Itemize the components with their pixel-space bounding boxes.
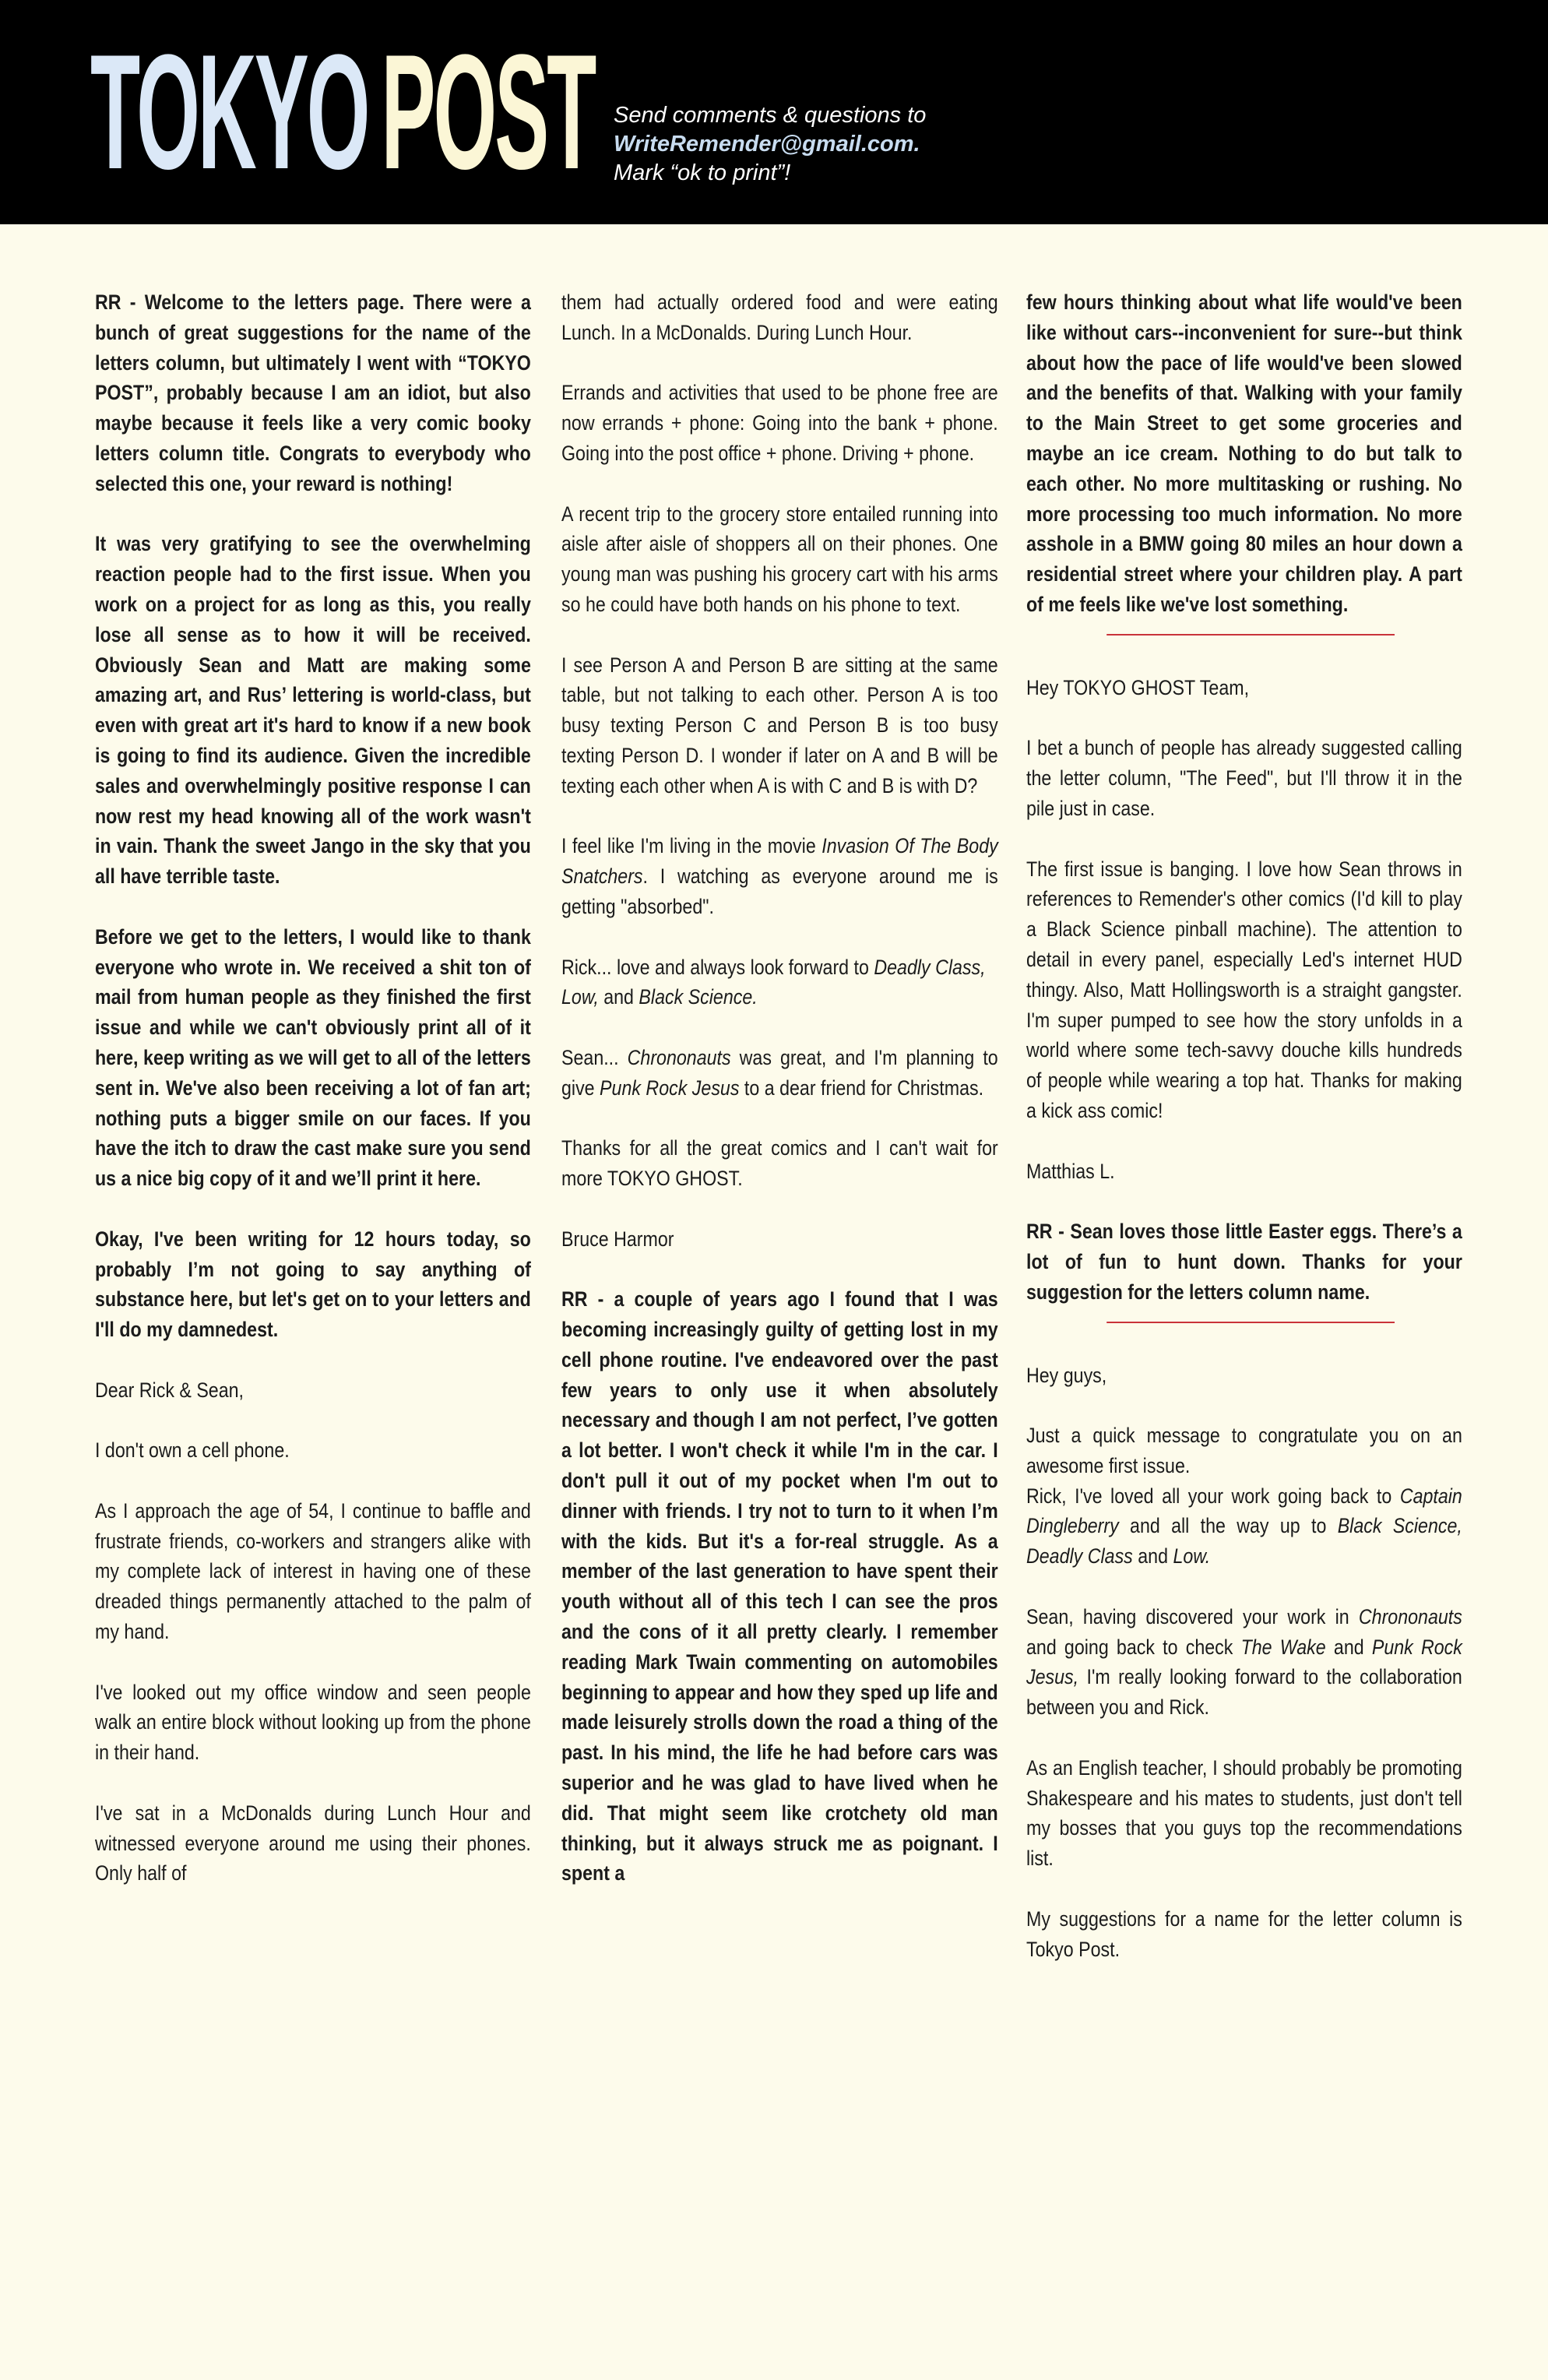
logo-word-post: POST xyxy=(381,20,595,203)
column-logo xyxy=(90,20,595,203)
letter-paragraph xyxy=(561,952,998,1013)
text-run: Sean... xyxy=(561,1045,628,1069)
letter-paragraph: I bet a bunch of people has already suggested calling the letter column, "The Feed", but I'll throw it in the pile just in case. xyxy=(1026,736,1462,820)
letter-paragraph xyxy=(1026,1481,1462,1572)
letter-paragraph: Thanks for all the great comics and I can't wait for more TOKYO GHOST. xyxy=(561,1136,998,1191)
letter-paragraph: them had actually ordered food and were eating Lunch. In a McDonalds. During Lunch Hour. xyxy=(561,290,998,344)
text-run: was great, and I'm planning to give xyxy=(561,1045,998,1100)
text-run: Rick, I've loved all your work going back to xyxy=(1026,1484,1400,1508)
editor-reply: RR - a couple of years ago I found that I was becoming increasingly guilty of getting lost in my cell phone routine. I've endeavored over the past few years to only use it when absolutely necessary and though I am not perfect, I’ve gotten a lot better. I won't check it while I'm in the car. I don't pull it out of my pocket when I'm out to dinner with friends. I try not to turn to it when I’m with the kids. But it's a for-real struggle. As a member of the last generation to have spent their youth without all of this tech I can see the pros and the cons of it all pretty clearly. I remember reading Mark Twain commenting on automobiles beginning to appear and how they sped up life and made leisurely strolls down the road a thing of the past. In his mind, the life he had before cars was superior and he was glad to have lived when he did. That might seem like crotchety old man thinking, but it always struck me as poignant. I spent a xyxy=(561,1287,998,1885)
text-run: and xyxy=(1325,1635,1372,1659)
editor-reply: It was very gratifying to see the overwhelming reaction people had to the first issue. When you work on a project for as long as this, you really lose all sense as to how it will be received. Obviously Sean and Matt are making some amazing art, and Rus’ lettering is world-class, but even with great art it's hard to know if a new book is going to find its audience. Given the incredible sales and overwhelmingly positive response I can now rest my head knowing all of the work wasn't in vain. Thank the sweet Jango in the sky that you all have terrible taste. xyxy=(95,532,531,889)
title-ref: Black Science, Deadly Class xyxy=(1026,1514,1462,1568)
editor-reply: Okay, I've been writing for 12 hours today, so probably I’m not going to say anything of substance here, but let's get on to your letters and I'll do my damnedest. xyxy=(95,1227,531,1342)
text-run: . I watching as everyone around me is getting "absorbed". xyxy=(561,864,998,918)
contact-info xyxy=(614,101,926,188)
divider-rule xyxy=(1106,634,1395,635)
title-ref: Punk Rock Jesus xyxy=(600,1076,740,1100)
title-ref: Black Science. xyxy=(639,985,758,1009)
letter-paragraph: I've sat in a McDonalds during Lunch Hour and witnessed everyone around me using their phones. Only half of xyxy=(95,1801,531,1885)
letter-greeting: Dear Rick & Sean, xyxy=(95,1378,245,1402)
title-ref: Chrononauts xyxy=(627,1045,731,1069)
letter-paragraph: As I approach the age of 54, I continue to baffle and frustrate friends, co-workers and strangers alike with my complete lack of interest in having one of these dreaded things permanently attached to the palm of my hand. xyxy=(95,1498,531,1644)
letter-paragraph xyxy=(561,831,998,921)
letter-paragraph: Just a quick message to congratulate you on an awesome first issue. xyxy=(1026,1424,1462,1477)
title-ref: Chrononauts xyxy=(1358,1604,1462,1628)
title-ref: The Wake xyxy=(1240,1635,1326,1659)
column-3 xyxy=(1026,287,1462,1994)
letter-paragraph xyxy=(1026,1602,1462,1723)
letter-paragraph: A recent trip to the grocery store entailed running into aisle after aisle of shoppers all on their phones. One young man was pushing his grocery cart with his arms so he could have both hands on his phone to text. xyxy=(561,502,998,616)
text-run: and going back to check xyxy=(1026,1635,1241,1659)
text-run: Rick... love and always look forward to xyxy=(561,955,874,979)
text-run: to a dear friend for Christmas. xyxy=(739,1076,984,1100)
letter-paragraph xyxy=(561,1043,998,1104)
letter-paragraph: As an English teacher, I should probably be promoting Shakespeare and his mates to students, just don't tell my bosses that you guys top the recommendations list. xyxy=(1026,1755,1462,1871)
letter-greeting: Hey TOKYO GHOST Team, xyxy=(1026,675,1250,699)
contact-email: WriteRemender@gmail.com. xyxy=(614,132,920,157)
title-ref: Punk Rock Jesus, xyxy=(1026,1635,1462,1689)
letter-paragraph: My suggestions for a name for the letter column is Tokyo Post. xyxy=(1026,1906,1462,1961)
logo-word-tokyo: TOKYO xyxy=(90,20,368,203)
text-run: Sean, having discovered your work in xyxy=(1026,1604,1359,1628)
divider-rule xyxy=(1106,1322,1395,1323)
text-run: I'm really looking forward to the collaboration between you and Rick. xyxy=(1026,1665,1462,1720)
contact-note: Mark “ok to print”! xyxy=(614,160,791,185)
letter-paragraph: Errands and activities that used to be phone free are now errands + phone: Going into the bank + phone. Going into the post office + phone. Driving + phone. xyxy=(561,381,998,465)
editor-reply: Before we get to the letters, I would like to thank everyone who wrote in. We received a shit ton of mail from human people as they finished the first issue and while we can't obviously print all of it here, keep writing as we will get to all of the letters sent in. We've also been receiving a lot of fan art; nothing puts a bigger smile on our faces. If you have the itch to draw the cast make sure you send us a nice big copy of it and we’ll print it here. xyxy=(95,924,531,1191)
editor-reply: RR - Welcome to the letters page. There were a bunch of great suggestions for the name of the letters column, but ultimately I went with “TOKYO POST”, probably because I am an idiot, but also maybe because it feels like a very comic booky letters column title. Congrats to everybody who selected this one, your reward is nothing! xyxy=(95,290,531,495)
letter-greeting: Hey guys, xyxy=(1026,1363,1107,1387)
column-2 xyxy=(561,287,998,1889)
editor-reply: few hours thinking about what life would've been like without cars--inconvenient for sure--but think about how the pace of life would've been slowed and the benefits of that. Walking with your family to the Main Street to get some groceries and maybe an ice cream. Nothing to do but talk to each other. No more multitasking or rushing. No more processing too much information. No more asshole in a BMW going 80 miles an hour down a residential street where your children play. A part of me feels like we've lost something. xyxy=(1026,290,1462,616)
letter-paragraph: I see Person A and Person B are sitting at the same table, but not talking to each other. Person A is too busy texting Person C and Person B is too busy texting Person D. I wonder if later on A and B will be texting each other when A is with C and B is with D? xyxy=(561,653,998,797)
text-run: I feel like I'm living in the movie xyxy=(561,834,822,858)
text-run: and xyxy=(1132,1544,1173,1568)
contact-line: Send comments & questions to xyxy=(614,103,927,128)
title-ref: Invasion Of The Body Snatchers xyxy=(561,834,998,889)
letter-signature: Matthias L. xyxy=(1026,1159,1115,1183)
letter-paragraph: The first issue is banging. I love how Sean throws in references to Remender's other comics (I'd kill to play a Black Science pinball machine). The attention to detail in every panel, especially Led's internet HUD thingy. Also, Matt Hollingsworth is a straight gangster. I'm super pumped to see how the story unfolds in a world where some tech-savvy douche kills hundreds of people while wearing a top hat. Thanks for making a kick ass comic! xyxy=(1026,857,1462,1122)
header-banner xyxy=(0,0,1548,224)
text-run: and all the way up to xyxy=(1118,1514,1338,1538)
editor-reply: RR - Sean loves those little Easter eggs. There’s a lot of fun to hunt down. Thanks for your suggestion for the letters column name. xyxy=(1026,1220,1462,1304)
letter-paragraph: I've looked out my office window and seen people walk an entire block without looking up from the phone in their hand. xyxy=(95,1680,531,1765)
letter-paragraph: I don't own a cell phone. xyxy=(95,1438,290,1463)
title-ref: Captain Dingleberry xyxy=(1026,1484,1462,1538)
column-1 xyxy=(95,287,531,1919)
letter-signature: Bruce Harmor xyxy=(561,1227,674,1251)
title-ref: Deadly Class, Low, xyxy=(561,955,986,1009)
title-ref: Low. xyxy=(1173,1544,1211,1568)
text-run: and xyxy=(598,985,639,1009)
